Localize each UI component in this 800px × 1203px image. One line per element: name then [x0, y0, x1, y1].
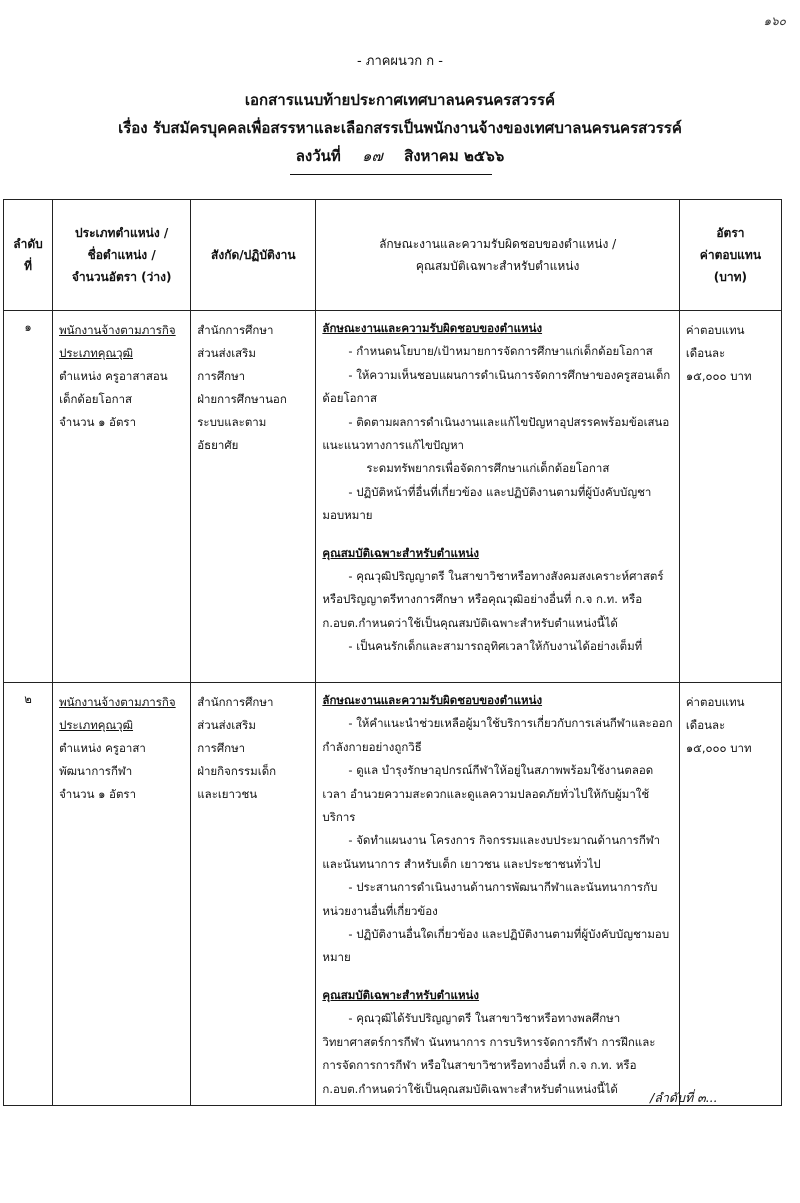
header-rate — [679, 200, 781, 311]
unit-line: และเยาวชน — [197, 787, 258, 801]
rate-cell — [679, 683, 781, 1106]
header-rate-line: (บาท) — [713, 270, 748, 284]
vacancy-count: จำนวน ๑ อัตรา — [59, 787, 137, 801]
unit-line: สำนักการศึกษา — [197, 323, 274, 337]
header-rate-line: อัตรา — [716, 226, 745, 240]
table-row — [4, 311, 782, 683]
header-rate-line: ค่าตอบแทน — [699, 248, 762, 262]
description-cell — [316, 683, 679, 1106]
qualification-item: - คุณวุฒิปริญญาตรี ในสาขาวิชาหรือทางสังคมสงเคราะห์ศาสตร์ หรือปริญญาตรีทางการศึกษา หรือคุณวุฒิอย่างอื่นที่ ก.จ ก.ท. หรือ ก.อบต.กำหนดว่าใช้เป็นคุณสมบัติเฉพาะสำหรับตำแหน่งนี้ได้ — [322, 569, 664, 630]
duty-item: ระดมทรัพยากรเพื่อจัดการศึกษาแก่เด็กด้อยโอกาส — [366, 461, 610, 476]
unit-line: การศึกษา — [197, 369, 246, 383]
table-header-row — [4, 200, 782, 311]
table-row — [4, 683, 782, 1106]
unit-line: ระบบและตาม — [197, 415, 267, 429]
duties-heading: ลักษณะงานและความรับผิดชอบของตำแหน่ง — [322, 693, 543, 707]
rate-line: เดือนละ — [685, 718, 726, 732]
row-number: ๑ — [4, 311, 53, 683]
header-position-line: ชื่อตำแหน่ง / — [87, 248, 156, 262]
duty-item: - ปฏิบัติหน้าที่อื่นที่เกี่ยวข้อง และปฏิบัติงานตามที่ผู้บังคับบัญชามอบหมาย — [322, 484, 652, 523]
header-description-line: คุณสมบัติเฉพาะสำหรับตำแหน่ง — [415, 259, 580, 273]
qualification-type: ประเภทคุณวุฒิ — [59, 346, 134, 360]
annex-label: - ภาคผนวก ก - — [357, 54, 443, 69]
position-cell — [53, 311, 191, 683]
unit-line: ฝ่ายการศึกษานอก — [197, 392, 287, 406]
header-position — [53, 200, 191, 311]
header-no-line: ลำดับ — [13, 237, 43, 251]
duty-item: - ให้คำแนะนำช่วยเหลือผู้มาใช้บริการเกี่ยวกับการเล่นกีฬาและออกกำลังกายอย่างถูกวิธี — [322, 716, 673, 754]
vacancy-count: จำนวน ๑ อัตรา — [59, 415, 137, 429]
duty-item: - กำหนดนโยบาย/เป้าหมายการจัดการศึกษาแก่เด็กด้อยโอกาส — [348, 344, 653, 359]
header-position-line: จำนวนอัตรา (ว่าง) — [71, 270, 172, 284]
unit-line: ส่วนส่งเสริม — [197, 346, 256, 360]
description-cell — [316, 311, 679, 683]
qualification-type: ประเภทคุณวุฒิ — [59, 718, 134, 732]
duty-item: - ติดตามผลการดำเนินงานและแก้ไขปัญหาอุปสรรคพร้อมข้อเสนอแนะแนวทางการแก้ไขปัญหา — [322, 414, 670, 453]
spacer — [322, 528, 672, 542]
date-day: ๑๗ — [362, 147, 383, 165]
duty-item: - ดูแล บำรุงรักษาอุปกรณ์กีฬาให้อยู่ในสภาพพร้อมใช้งานตลอดเวลา อำนวยความสะดวกและดูแลความปลอดภัยทั่วไปให้กับผู้มาใช้บริการ — [322, 763, 654, 825]
duties-heading: ลักษณะงานและความรับผิดชอบของตำแหน่ง — [322, 321, 543, 335]
header-unit-line: สังกัด/ปฏิบัติงาน — [211, 248, 296, 262]
spacer — [322, 970, 672, 984]
header-position-line: ประเภทตำแหน่ง / — [75, 226, 169, 240]
position-cell — [53, 683, 191, 1106]
position-title: ตำแหน่ง ครูอาสาสอน — [59, 369, 168, 383]
qualifications-heading: คุณสมบัติเฉพาะสำหรับตำแหน่ง — [322, 545, 480, 560]
document-title: เอกสารแนบท้ายประกาศเทศบาลนครนครสวรรค์ — [244, 91, 556, 109]
header-divider — [290, 174, 492, 175]
duty-item: - ให้ความเห็นชอบแผนการดำเนินการจัดการศึกษาของครูสอนเด็กด้อยโอกาส — [322, 367, 671, 406]
rate-amount: ๑๕,๐๐๐ บาท — [685, 369, 752, 383]
header-unit — [191, 200, 316, 311]
header-description-line: ลักษณะงานและความรับผิดชอบของตำแหน่ง / — [379, 237, 617, 251]
rate-line: เดือนละ — [685, 346, 726, 360]
position-title-cont: พัฒนาการกีฬา — [59, 764, 133, 778]
unit-line: ส่วนส่งเสริม — [197, 718, 256, 732]
qualification-item: - คุณวุฒิได้รับปริญญาตรี ในสาขาวิชาหรือทางพลศึกษา วิทยาศาสตร์การกีฬา นันทนาการ การบริหารจัดการกีฬา การฝึกและการจัดการการกีฬา หรือในสาขาวิชาหรือทางอื่นที่ ก.จ ก.ท. หรือ ก.อบต.กำหนดว่าใช้เป็นคุณสมบัติเฉพาะสำหรับตำแหน่งนี้ได้ — [322, 1011, 656, 1096]
positions-table — [3, 199, 782, 1106]
document-date — [0, 144, 800, 168]
unit-line: อัธยาศัย — [197, 438, 239, 452]
unit-cell — [191, 683, 316, 1106]
row-number: ๒ — [4, 683, 53, 1106]
unit-line: การศึกษา — [197, 741, 246, 755]
position-title: ตำแหน่ง ครูอาสา — [59, 741, 146, 755]
rate-line: ค่าตอบแทน — [685, 695, 745, 709]
unit-cell — [191, 311, 316, 683]
unit-line: ฝ่ายกิจกรรมเด็ก — [197, 764, 277, 778]
qualification-item: - เป็นคนรักเด็กและสามารถอุทิศเวลาให้กับงานได้อย่างเต็มที่ — [348, 639, 643, 654]
unit-line: สำนักการศึกษา — [197, 695, 274, 709]
duty-item: - จัดทำแผนงาน โครงการ กิจกรรมและงบประมาณด้านการกีฬาและนันทนาการ สำหรับเด็ก เยาวชน และประชาชนทั่วไป — [322, 833, 661, 871]
header-no — [4, 200, 53, 311]
continuation-note: /ลำดับที่ ๓... — [650, 1090, 718, 1105]
employment-type: พนักงานจ้างตามภารกิจ — [59, 323, 176, 337]
rate-line: ค่าตอบแทน — [685, 323, 745, 337]
duty-item: - ปฏิบัติงานอื่นใดเกี่ยวข้อง และปฏิบัติงานตามที่ผู้บังคับบัญชามอบหมาย — [322, 927, 670, 965]
position-title-cont: เด็กด้อยโอกาส — [59, 392, 133, 406]
page-number: ๑๖๐ — [763, 14, 786, 28]
duty-item: - ประสานการดำเนินงานด้านการพัฒนากีฬาและนันทนาการกับหน่วยงานอื่นที่เกี่ยวข้อง — [322, 880, 658, 918]
employment-type: พนักงานจ้างตามภารกิจ — [59, 695, 176, 709]
header-no-line: ที่ — [24, 259, 32, 273]
date-prefix: ลงวันที่ — [295, 147, 341, 165]
document-subject: เรื่อง รับสมัครบุคคลเพื่อสรรหาและเลือกสรรเป็นพนักงานจ้างของเทศบาลนครนครสวรรค์ — [118, 119, 682, 137]
rate-cell — [679, 311, 781, 683]
date-month-year: สิงหาคม ๒๕๖๖ — [404, 147, 505, 165]
qualifications-heading: คุณสมบัติเฉพาะสำหรับตำแหน่ง — [322, 987, 480, 1002]
header-description — [316, 200, 679, 311]
rate-amount: ๑๕,๐๐๐ บาท — [685, 741, 752, 755]
